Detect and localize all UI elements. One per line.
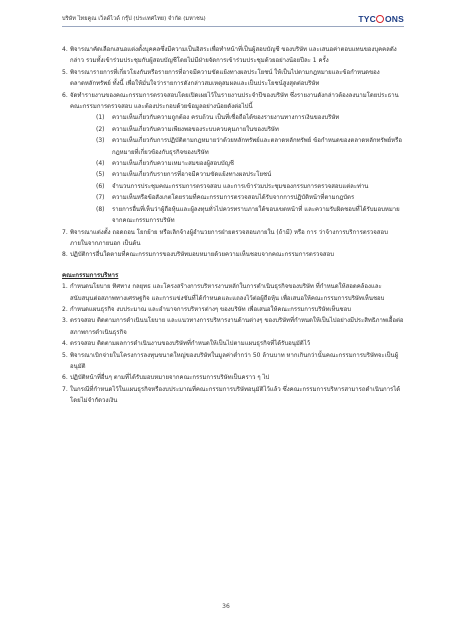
page-number: 36 bbox=[222, 603, 230, 610]
company-name: บริษัท ไทยคูณ เว็ลด์ไวด์ กรุ๊ป (ประเทศไทย) จำกัด (มหาชน) bbox=[62, 16, 206, 22]
sub-list bbox=[96, 112, 404, 226]
list-item: 7. ในกรณีที่กำหนดไว้ในแผนธุรกิจหรืองบประมาณที่คณะกรรมการบริษัทอนุมัติไว้แล้ว ซึ่งคณะกรรมการบริหารสามารถดำเนินการได้โดยไม่จำกัดวงเงิน bbox=[62, 385, 401, 405]
page-header bbox=[62, 8, 404, 27]
list-a bbox=[62, 44, 404, 112]
list-item: 8. ปฏิบัติการอื่นใดตามที่คณะกรรมการของบริษัทมอบหมายด้วยความเห็นชอบจากคณะกรรมการตรวจสอบ bbox=[62, 251, 335, 259]
logo-circle-icon bbox=[376, 15, 384, 23]
document-body bbox=[62, 44, 404, 407]
list-item: 5. พิจารณารายการที่เกี่ยวโยงกันหรือรายการที่อาจมีความขัดแย้งทางผลประโยชน์ ให้เป็นไปตามกฎหมายและข้อกำหนดของตลาดหลักทรัพย์ ทั้งนี้ เพื่อให้มั่นใจว่ารายการดังกล่าวสมเหตุสมผลและเป็นประโยชน์สูงสุดต่อบริษัท bbox=[62, 68, 380, 88]
list-item: 6. ปฏิบัติหน้าที่อื่นๆ ตามที่ได้รับมอบหมายจากคณะกรรมการบริษัทเป็นคราว ๆ ไป bbox=[62, 374, 270, 382]
list-c bbox=[62, 281, 404, 406]
sub-list-item: (7) ความเห็นหรือข้อสังเกตโดยรวมที่คณะกรรมการตรวจสอบได้รับจากการปฏิบัติหน้าที่ตามกฎบัตร bbox=[96, 194, 355, 202]
sub-list-item: (2) ความเห็นเกี่ยวกับความเพียงพอของระบบควบคุมภายในของบริษัท bbox=[96, 125, 279, 133]
list-item: 3. ตรวจสอบ ติดตามการดำเนินนโยบาย และแนวทางการบริหารงานด้านต่างๆ ของบริษัทที่กำหนดให้เป็นไปอย่างมีประสิทธิภาพเอื้อต่อสภาพการดำเนินธุรกิจ bbox=[62, 317, 404, 336]
list-item: 1. กำหนดนโยบาย ทิศทาง กลยุทธ และโครงสร้างการบริหารงานหลักในการดำเนินธุรกิจของบริษัท ที่กำหนดให้สอดคล้องและสนับสนุนต่อสภาพทางเศรษฐกิจ และการแข่งขันที่ได้กำหนดและแถลงไว้ต่อผู้ถือหุ้น เพื่อเสนอให้คณะกรรมการบริษัทเห็นชอบ bbox=[62, 283, 385, 302]
sub-list-item: (3) ความเห็นเกี่ยวกับการปฏิบัติตามกฎหมายว่าด้วยหลักทรัพย์และตลาดหลักทรัพย์ ข้อกำหนดของตลาดหลักทรัพย์หรือกฎหมายที่เกี่ยวข้องกับธุรกิจของบริษัท bbox=[96, 137, 402, 156]
sub-list-item: (5) ความเห็นเกี่ยวกับรายการที่อาจมีความขัดแย้งทางผลประโยชน์ bbox=[96, 171, 272, 179]
list-item: 4. พิจารณาคัดเลือกเสนอแต่งตั้งบุคคลซึ่งมีความเป็นอิสระเพื่อทำหน้าที่เป็นผู้สอบบัญชี ของบริษัท และเสนอค่าตอบแทนของบุคคลดังกล่าว รวมทั้งเข้าร่วมประชุมกับผู้สอบบัญชีโดยไม่มีฝ่ายจัดการเข้าร่วมประชุมด้วยอย่างน้อยปีละ 1 ครั้ง bbox=[62, 46, 397, 65]
sub-list-item: (6) จำนวนการประชุมคณะกรรมการตรวจสอบ และการเข้าร่วมประชุมของกรรมการตรวจสอบแต่ละท่าน bbox=[96, 182, 369, 190]
list-item: 4. ตรวจสอบ ติดตามผลการดำเนินงานของบริษัทที่กำหนดให้เป็นไปตามแผนธุรกิจที่ได้รับอนุมัติไว้ bbox=[62, 340, 311, 348]
sub-list-item: (8) รายการอื่นที่เห็นว่าผู้ถือหุ้นและผู้ลงทุนทั่วไปควรทราบภายใต้ขอบเขตหน้าที่ และความรับผิดชอบที่ได้รับมอบหมายจากคณะกรรมการบริษัท bbox=[96, 205, 400, 225]
list-item: 6. จัดทำรายงานของคณะกรรมการตรวจสอบโดยเปิดเผยไว้ในรายงานประจำปีของบริษัท ซึ่งรายงานดังกล่าวต้องลงนามโดยประธานคณะกรรมการตรวจสอบ และต้องประกอบด้วยข้อมูลอย่างน้อยดังต่อไปนี้ bbox=[62, 91, 399, 111]
list-item: 7. พิจารณาแต่งตั้ง ถอดถอน โยกย้าย หรือเลิกจ้างผู้อำนวยการฝ่ายตรวจสอบภายใน (ถ้ามี) หรือ การ ว่าจ้างการบริการตรวจสอบภายในจากภายนอก เป็นต้น bbox=[62, 228, 388, 247]
list-item: 5. พิจารณาเบิกจ่ายในโครงการลงทุนขนาดใหญ่ของบริษัทในมูลค่าต่ำกว่า 50 ล้านบาท หากเกินกว่านั้นคณะกรรมการบริษัทจะเป็นผู้อนุมัติ bbox=[62, 351, 399, 370]
sub-list-item: (4) ความเห็นเกี่ยวกับความเหมาะสมของผู้สอบบัญชี bbox=[96, 160, 234, 168]
section-title: คณะกรรมการบริหาร bbox=[62, 271, 119, 279]
list-b bbox=[62, 227, 404, 261]
company-logo: TYC ONS bbox=[358, 14, 404, 24]
sub-list-item: (1) ความเห็นเกี่ยวกับความถูกต้อง ครบถ้วน เป็นที่เชื่อถือได้ของรายงานทางการเงินของบริษัท bbox=[96, 114, 340, 122]
list-item: 2. กำหนดแผนธุรกิจ งบประมาณ และอำนาจการบริหารต่างๆ ของบริษัท เพื่อเสนอให้คณะกรรมการบริษัทเห็นชอบ bbox=[62, 305, 352, 313]
